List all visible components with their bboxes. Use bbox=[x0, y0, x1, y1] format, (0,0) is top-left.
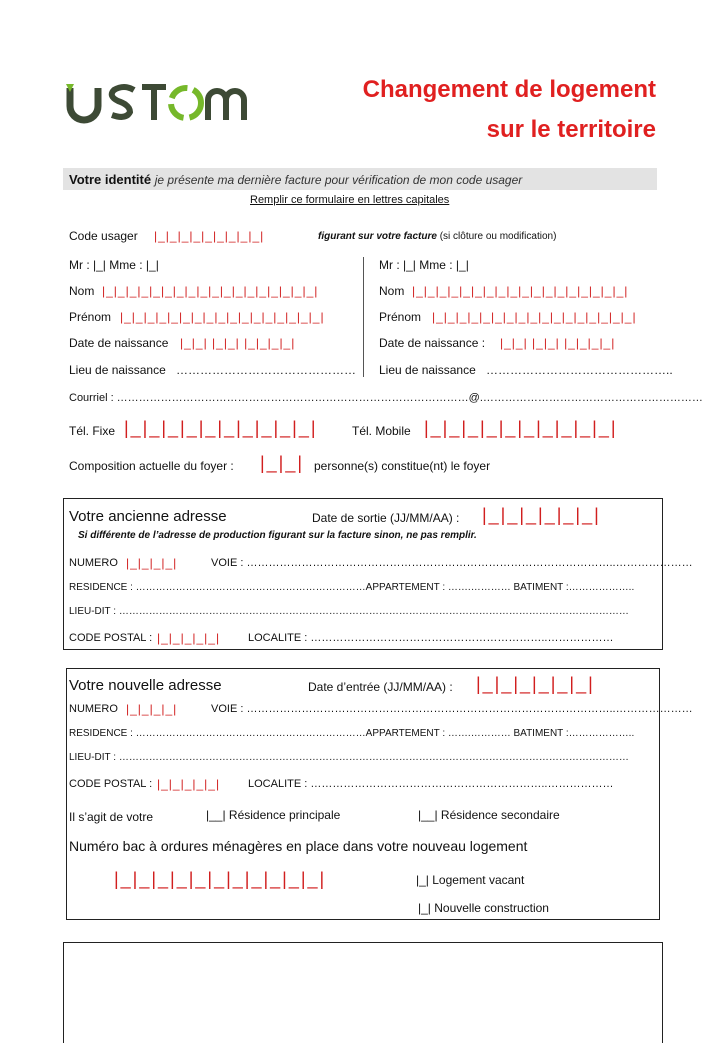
tel-fixe-label: Tél. Fixe bbox=[69, 424, 116, 438]
foyer-suffix: personne(s) constitue(nt) le foyer bbox=[314, 459, 491, 473]
courriel-field[interactable]: Courriel : ……………………………………………………………………………………@.…………………………………………………… bbox=[69, 392, 703, 404]
new-address-heading: Votre nouvelle adresse bbox=[69, 677, 222, 694]
column-divider bbox=[363, 257, 364, 377]
old-cp-field[interactable]: |_|_|_|_|_| bbox=[157, 631, 221, 645]
old-date-label: Date de sortie (JJ/MM/AA) : bbox=[312, 511, 460, 525]
dob-left-label: Date de naissance bbox=[69, 336, 169, 350]
identity-heading-note: je présente ma dernière facture pour vérification de mon code usager bbox=[154, 173, 523, 187]
foyer-field[interactable]: |_|_| bbox=[260, 453, 305, 473]
dob-right-label: Date de naissance : bbox=[379, 336, 486, 350]
new-numero-label: NUMERO bbox=[69, 703, 118, 715]
svg-text:USTOM: USTOM bbox=[161, 124, 165, 125]
civility-right[interactable]: Mr : |_| Mme : |_| bbox=[379, 258, 469, 272]
new-cp-field[interactable]: |_|_|_|_|_| bbox=[157, 777, 221, 791]
new-lieudit-field[interactable]: LIEU-DIT : ……………………………………………………………………………………………………………………………………… bbox=[69, 752, 629, 763]
nom-right-field[interactable]: |_|_|_|_|_|_|_|_|_|_|_|_|_|_|_|_|_|_| bbox=[412, 284, 629, 298]
foyer-label: Composition actuelle du foyer : bbox=[69, 459, 234, 473]
new-cp-label: CODE POSTAL : bbox=[69, 778, 153, 790]
page-title-line2: sur le territoire bbox=[486, 116, 656, 143]
old-cp-label: CODE POSTAL : bbox=[69, 632, 153, 644]
lieu-left-label: Lieu de naissance bbox=[69, 363, 166, 377]
identity-heading-row bbox=[69, 172, 522, 187]
dob-right-field[interactable]: |_|_| |_|_| |_|_|_|_| bbox=[500, 336, 616, 350]
new-residence-row[interactable]: RESIDENCE : ……………………………………………………………APPARTEMENT : …….………… BATIMENT :……………….. bbox=[69, 728, 635, 739]
tel-mobile-label: Tél. Mobile bbox=[352, 424, 411, 438]
dob-left-field[interactable]: |_|_| |_|_| |_|_|_|_| bbox=[180, 336, 296, 350]
logement-vacant-checkbox[interactable]: |_| Logement vacant bbox=[416, 873, 525, 887]
residence-type-label: Il s’agit de votre bbox=[69, 810, 154, 824]
prenom-right-label: Prénom bbox=[379, 310, 422, 324]
tel-mobile-field[interactable]: |_|_|_|_|_|_|_|_|_|_| bbox=[424, 418, 618, 438]
form-instruction: Remplir ce formulaire en lettres capitales bbox=[250, 194, 450, 206]
ustom-logo bbox=[66, 78, 256, 126]
old-lieudit-field[interactable]: LIEU-DIT : ……………………………………………………………………………………………………………………………………… bbox=[69, 606, 629, 617]
old-address-note: Si différente de l’adresse de production figurant sur la facture sinon, ne pas remplir. bbox=[78, 530, 477, 541]
lieu-left-field[interactable]: ……………………………………… bbox=[176, 363, 356, 377]
nom-left-field[interactable]: |_|_|_|_|_|_|_|_|_|_|_|_|_|_|_|_|_|_| bbox=[102, 284, 319, 298]
new-date-label: Date d’entrée (JJ/MM/AA) : bbox=[308, 680, 453, 694]
prenom-right-field[interactable]: |_|_|_|_|_|_|_|_|_|_|_|_|_|_|_|_|_| bbox=[432, 310, 637, 324]
next-section-box bbox=[63, 942, 663, 1043]
tel-fixe-field[interactable]: |_|_|_|_|_|_|_|_|_|_| bbox=[124, 418, 318, 438]
prenom-left-field[interactable]: |_|_|_|_|_|_|_|_|_|_|_|_|_|_|_|_|_| bbox=[120, 310, 325, 324]
page-title-line1: Changement de logement bbox=[362, 76, 656, 103]
prenom-left-label: Prénom bbox=[69, 310, 112, 324]
new-numero-field[interactable]: |_|_|_|_| bbox=[126, 702, 178, 716]
lieu-right-label: Lieu de naissance bbox=[379, 363, 476, 377]
nom-left-label: Nom bbox=[69, 284, 95, 298]
code-usager-label: Code usager bbox=[69, 229, 138, 243]
lieu-right-field[interactable]: ……………………………………….. bbox=[486, 363, 673, 377]
old-localite-field[interactable]: LOCALITE : ………………………………………………………..……………… bbox=[248, 632, 614, 644]
new-voie-field[interactable]: VOIE : ………………………………………………………………………………………..………………… bbox=[211, 703, 693, 715]
identity-heading: Votre identité bbox=[69, 172, 152, 187]
residence-principale-checkbox[interactable]: |__| Résidence principale bbox=[206, 808, 341, 822]
code-usager-field[interactable]: |_|_|_|_|_|_|_|_|_| bbox=[154, 229, 265, 243]
old-numero-field[interactable]: |_|_|_|_| bbox=[126, 556, 178, 570]
nom-right-label: Nom bbox=[379, 284, 405, 298]
nouvelle-construction-checkbox[interactable]: |_| Nouvelle construction bbox=[418, 901, 549, 915]
old-date-field[interactable]: |_|_|_|_|_|_| bbox=[482, 505, 601, 525]
code-usager-note: figurant sur votre facture (si clôture ou modification) bbox=[318, 231, 557, 242]
new-date-field[interactable]: |_|_|_|_|_|_| bbox=[476, 674, 595, 694]
residence-secondaire-checkbox[interactable]: |__| Résidence secondaire bbox=[418, 808, 560, 822]
old-address-heading: Votre ancienne adresse bbox=[69, 508, 227, 525]
bac-number-field[interactable]: |_|_|_|_|_|_|_|_|_|_|_| bbox=[114, 869, 327, 889]
new-localite-field[interactable]: LOCALITE : ………………………………………………………..……………… bbox=[248, 778, 614, 790]
old-residence-row[interactable]: RESIDENCE : ……………………………………………………………APPARTEMENT : …….………… BATIMENT :……………….. bbox=[69, 582, 635, 593]
civility-left[interactable]: Mr : |_| Mme : |_| bbox=[69, 258, 159, 272]
bac-label: Numéro bac à ordures ménagères en place dans votre nouveau logement bbox=[69, 838, 528, 854]
old-voie-field[interactable]: VOIE : ………………………………………………………………………………………..………………… bbox=[211, 557, 693, 569]
old-numero-label: NUMERO bbox=[69, 557, 118, 569]
